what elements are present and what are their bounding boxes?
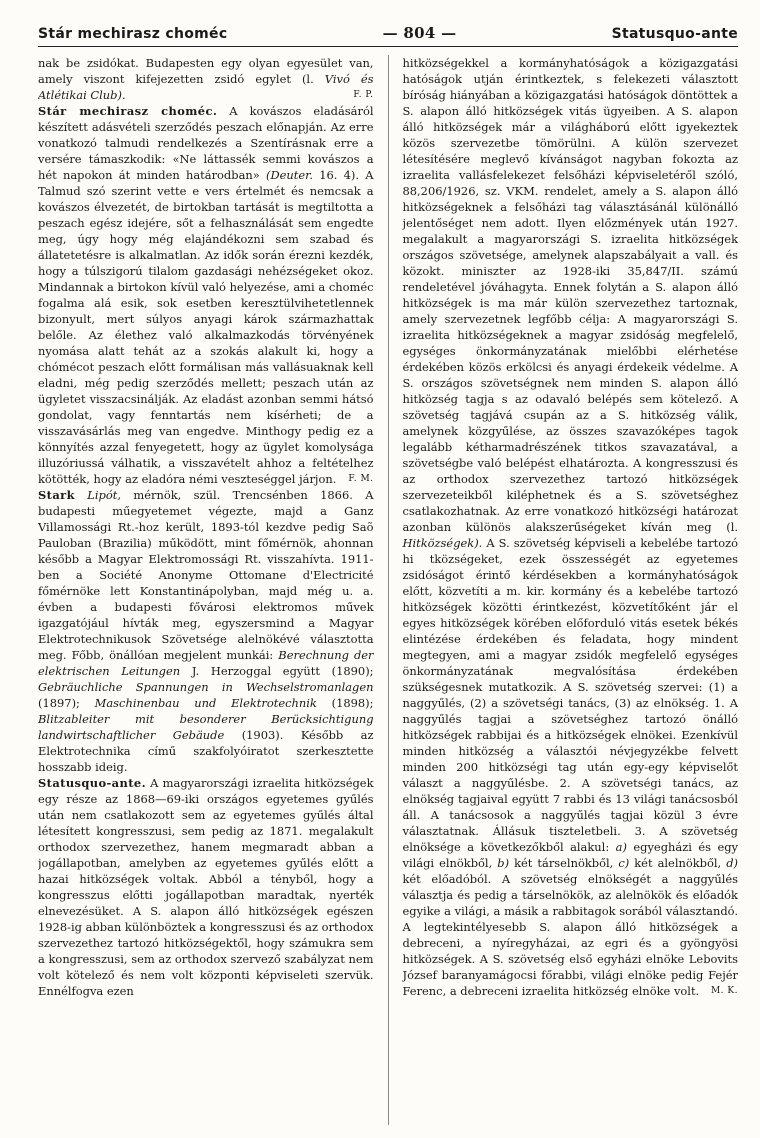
header-right-title: Statusquo-ante: [611, 26, 738, 42]
author-signature: M. K.: [710, 986, 738, 996]
running-header: [38, 24, 738, 47]
entry-stark: Stark Lipót, mérnök, szül. Trencsénben 1866. A budapesti műegyetemet végezte, majd a Ganz Villamossági Rt.-hoz került, 1893-tól kezdve pedig Saõ Pauloban (Brazilia) működött, mint főmérnök, ahonnan később a Magyar Elektromossági Rt. visszahívta. 1911-ben a Société Anonyme Ottomane d'Electricité főmérnöke lett Konstantinápolyban, majd még u. a. évben a budapesti fővárosi elektromos művek igazgatójául hívták meg, egyszersmind a Magyar Elektrotechnikusok Szövetsége alelnökévé választotta meg. Főbb, önállóan megjelent munkái: Berechnung der elektrischen Leitungen J. Herzoggal együtt (1890); Gebräuchliche Spannungen in Wechselstromanlagen (1897); Maschinenbau und Elektrotechnik (1898); Blitzableiter mit besonderer Berücksichtigung landwirtschaftlicher Gebäude (1903). Később az Elektrotechnika című szakfolyóiratot szerkesztette hosszabb ideig.: [38, 488, 374, 774]
text-columns: [38, 55, 738, 1125]
entry-headword: Stark: [38, 488, 75, 502]
author-signature: F. M.: [348, 474, 374, 484]
author-signature: F. P.: [353, 90, 374, 100]
page-number: — 804 —: [382, 24, 457, 42]
entry-statusquo-ante: Statusquo-ante. A magyarországi izraelita hitközségek egy része az 1868—69-iki országos egyetemes gyűlés után nem csatlakozott sem az egyetemes gyűlés által létesített kongresszusi, sem pedig az 1871. megalakult orthodox szervezethez, hanem megmaradt abban a jogállapotban, amelyben az egyetemes gyűlés előtt a hazai hitközségek voltak. Abból a tényből, hogy a kongresszus előtti jogállapotban maradtak, nyerték elnevezésüket. A S. alapon álló hitközségek egészen 1928-ig abban különböztek a kongresszusi és az orthodox szervezethez tartozó hitközségektől, hogy számukra sem a kongresszusi, sem az orthodox szervező szabályzat nem volt kötelező és nem volt központi képviseleti szervük. Ennélfogva ezen: [38, 776, 374, 998]
header-left-title: Stár mechirasz choméc: [38, 26, 228, 42]
column-divider: [388, 55, 389, 1125]
entry-star-mechirasz-chomec: Stár mechirasz choméc. A kovászos eladásáról készített adásvételi szerződés peszach előnapján. Az erre vonatkozó talmudi rendelkezés a Szentírásnak erre a versére támaszkodik: «Ne láttassék semmi kovászos a hét napokon át minden határodban» (Deuter. 16. 4). A Talmud szó szerint vette e vers értelmét és nemcsak a kovászos élvezetét, de birtokban tartását is megtiltotta a peszach egész idejére, sőt a felhasználását sem engedte meg, úgy hogy még elajándékozni sem szabad és állatetetésre is alkalmatlan. Az idők során érezni kezdék, hogy a túlszigorú tilalom gazdasági nehézségeket okoz. Mindannak a birtokon kívül való helyezése, ami a choméc fogalma alá esik, sok esetben keresztülvihetetlennek bizonyult, mert súlyos anyagi károk származhattak belőle. Az élethez való alkalmazkodás törvényének nyomása alatt tehát az a szokás alakult ki, hogy a chómécot peszach előtt formálisan más vallásuaknak kell eladni, még pedig szerződés mellett; peszach után az ügyletet visszacsinálják. Az eladást azonban semmi hátsó gondolat, vagy fenntartás nem kísérheti; de a visszavásárlás meg van engedve. Minthogy pedig ez a könnyítés azzal fenyegetett, hogy az ügylet komolysága illuzóriussá válhatik, a visszavételt ahhoz a feltételhez kötötték, hogy az eladóra némi veszteséggel járjon. F. M.: [38, 104, 374, 486]
entry-headword: Statusquo-ante.: [38, 776, 146, 790]
entry-statusquo-ante-continued: hitközségekkel a kormányhatóságok a közigazgatási hatóságok utján érintkeztek, s felekezeti választott bíróság hiányában a közigazgatási hatóságok döntöttek a S. alapon álló hitközségek vitás ügyeiben. A S. alapon álló hitközségek már a világháború előtt igyekeztek közös szervezetbe tömörülni. A külön szervezet létesítésére meglevő kívánságot nagyban fokozta az izraelita vallásfelekezet felsőházi képviseletéről szóló, 88,206/1926, sz. VKM. rendelet, amely a S. alapon álló hitközségeknek a felsőházi tag választásánál különálló jelentőséget nem adott. Ilyen előzmények után 1927. megalakult a magyarországi S. izraelita hitközségek országos szövetsége, amelynek alapszabályait a vall. és közokt. miniszter az 1928-iki 35,847/II. számú rendeletével jóváhagyta. Ennek folytán a S. alapon álló hitközségek is ma már külön szervezethez tartoznak, amely szervezetnek legfőbb célja: A magyarországi S. izraelita hitközségeknek a magyar zsidóság megfelelő, egységes önkormányzatának mielőbbi elérhetése érdekében közös erkölcsi és anyagi érdekeik védelme. A S. országos szövetségnek nem minden S. alapon álló hitközség tagja s az odavaló belépés sem kötelező. A szövetség tagjává csupán az a S. hitközség válik, amelynek közgyűlése, az összes szavazóképes tagok legalább kétharmadrészének titkos szavazatával, a szövetségbe való belépést elhatározta. A kongresszusi és az orthodox szervezethez tartozó hitközségek szervezeteikből kiléphetnek és a S. szövetséghez csatlakozhatnak. Az erre vonatkozó hitközségi határozat azonban különös alakszerűségeket kíván meg (l. Hitközségek). A S. szövetség képviseli a kebelébe tartozó hi tközségeket, ezek összességét az egyetemes zsidóságot érintő kérdésekben a kormányhatóságok előtt, közvetíti a m. kir. kormány és a kebelébe tartozó hitközségek közötti érintkezést, közvetítőként jár el egyes hitközségek körében előforduló vitás esetek békés elintézése érdekében és feladata, hogy mindent megtegyen, ami a magyar zsidók megfelelő egységes önkormányzatának megvalósítása érdekében szükségesnek mutatkozik. A S. szövetség szervei: (1) a naggyűlés, (2) a szövetségi tanács, (3) az elnökség. 1. A naggyűlés tagjai a szövetséghez tartozó önálló hitközségek rabbijai és a hitközségek elnökei. Ezenkívül minden hitközség a választói névjegyzékbe felvett minden 200 hitközségi tag után egy-egy képviselőt választ a naggyűlésbe. 2. A szövetségi tanács, az elnökség tagjaival együtt 7 rabbi és 13 világi tanácsosból áll. A tanácsosok a naggyűlés tagjai közül 3 évre választatnak. Állásuk tiszteletbeli. 3. A szövetség elnöksége a következőkből alakul: a) egyegházi és egy világi elnökből, b) két társelnökből, c) két alelnökből, d) két előadóból. A szövetség elnökségét a naggyűlés választja és pedig a társelnökök, az alelnökök és előadók egyike a világi, a másik a rabbitagok sorából választandó. A legtekintélyesebb S. alapon álló hitközségek a debreceni, a nyíregyházai, az egri és a gyöngyösi hitközségek. A S. szövetség első egyházi elnöke Lebovits József baranyamágocsi főrabbi, világi elnöke pedig Fejér Ferenc, a debreceni izraelita hitközség elnöke volt. M. K.: [402, 56, 738, 998]
entry-continuation: nak be zsidókat. Budapesten egy olyan egyesület van, amely viszont kifejezetten zsidó egylet (l. Vivó és Atlétikai Club). F. P.: [38, 56, 374, 102]
right-column: [402, 55, 738, 1125]
left-column: [38, 55, 374, 1125]
entry-headword: Stár mechirasz choméc.: [38, 104, 218, 118]
